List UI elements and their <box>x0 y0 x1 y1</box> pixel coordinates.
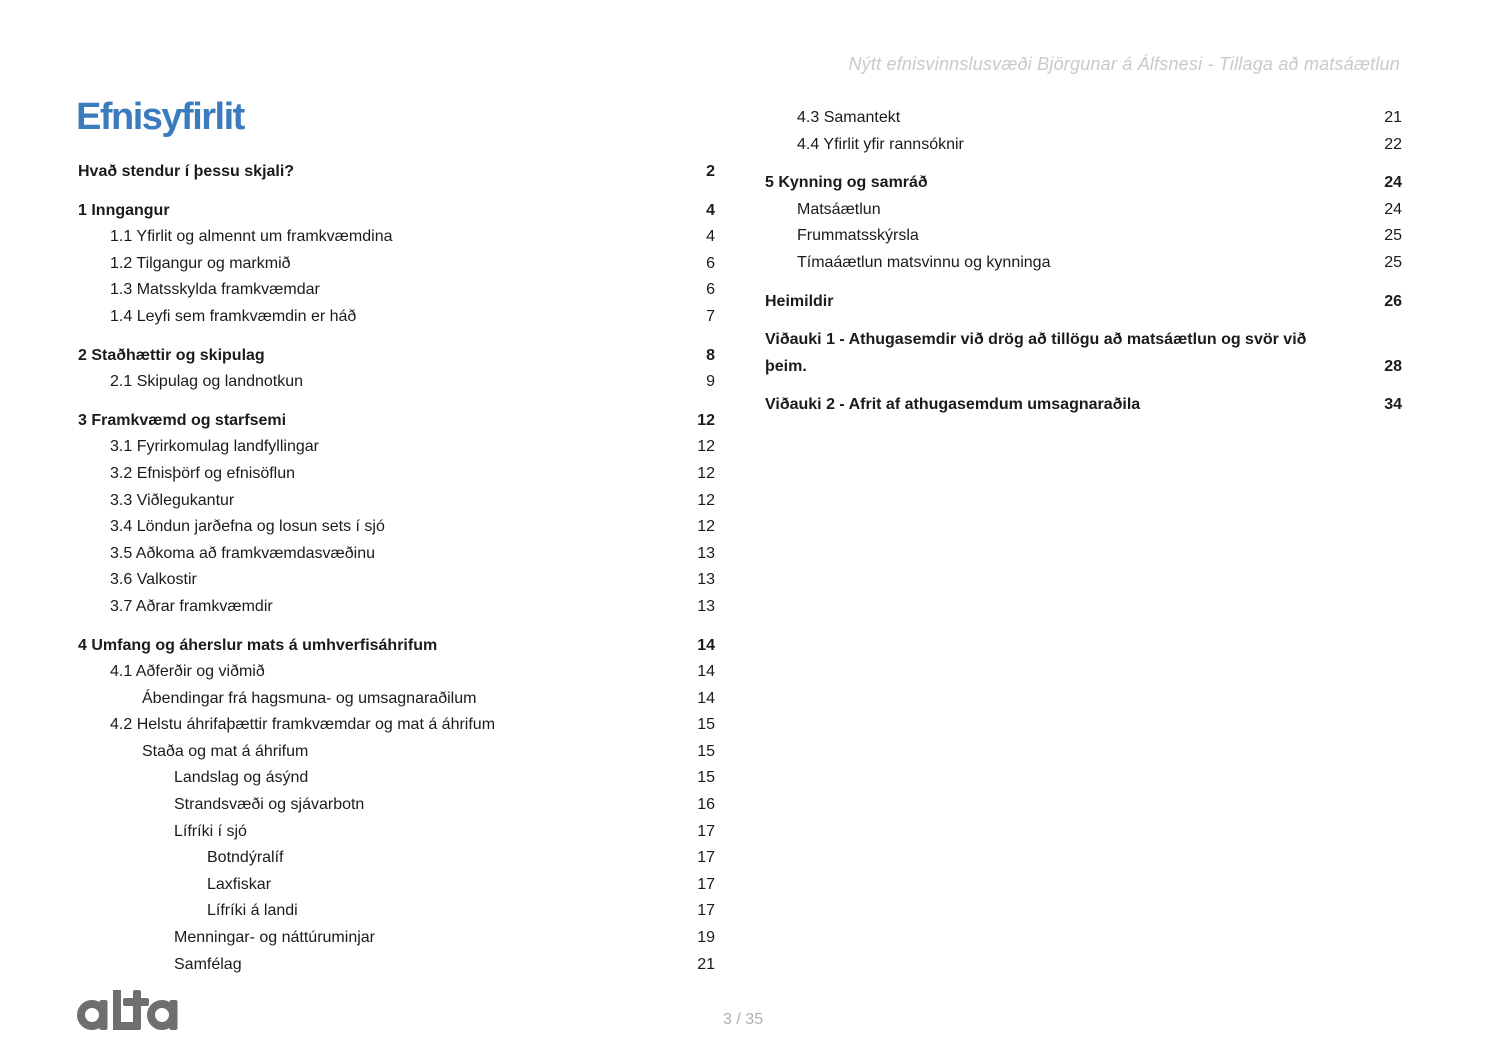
toc-entry-label: Viðauki 1 - Athugasemdir við drög að tillögu að matsáætlun og svör við þeim. <box>765 331 1307 375</box>
toc-entry-label: 4.3 Samantekt <box>797 109 901 126</box>
toc-entry[interactable] <box>78 304 715 331</box>
toc-entry-page: 14 <box>697 689 715 707</box>
toc-entry[interactable] <box>765 132 1402 159</box>
toc-entry[interactable] <box>78 369 715 396</box>
toc-entry-label: 2 Staðhættir og skipulag <box>78 346 265 364</box>
toc-entry-label: Hvað stendur í þessu skjali? <box>78 163 295 180</box>
toc-entry[interactable] <box>78 514 715 541</box>
toc-entry-label: 2.1 Skipulag og landnotkun <box>110 373 304 391</box>
toc-entry[interactable] <box>78 198 715 225</box>
toc-entry-label: Samfélag <box>174 955 242 973</box>
toc-entry[interactable] <box>78 488 715 515</box>
toc-entry-label: Laxfiskar <box>207 875 272 893</box>
toc-entry-page: 12 <box>697 438 715 456</box>
toc-entry-label: 4 Umfang og áherslur mats á umhverfisáhrifum <box>78 636 438 654</box>
toc-entry[interactable] <box>78 461 715 488</box>
toc-entry[interactable] <box>78 251 715 278</box>
toc-entry-page: 6 <box>706 254 715 272</box>
toc-entry-label: Staða og mat á áhrifum <box>142 742 309 760</box>
toc-entry-label: Botndýralíf <box>207 849 284 867</box>
toc-entry[interactable] <box>78 277 715 304</box>
toc-entry[interactable] <box>78 633 715 660</box>
toc-entry-page: 25 <box>1384 227 1402 245</box>
toc-entry-label: Heimildir <box>765 292 834 310</box>
toc-entry-label: Lífríki í sjó <box>174 822 247 840</box>
toc-entry-page: 16 <box>697 796 715 814</box>
toc-entry[interactable] <box>765 327 1402 380</box>
toc-entry-label: Menningar- og náttúruminjar <box>174 929 375 947</box>
toc-entry-page: 26 <box>1384 292 1402 310</box>
toc-entry-page: 6 <box>706 281 715 299</box>
toc-entry[interactable] <box>78 541 715 568</box>
toc-entry-label: Frummatsskýrsla <box>797 227 919 245</box>
toc-entry[interactable] <box>765 392 1402 419</box>
toc-entry-label: 4.2 Helstu áhrifaþættir framkvæmdar og mat á áhrifum <box>110 716 496 734</box>
toc-entry-label: 1 Inngangur <box>78 201 170 219</box>
toc-entry-label: 3.4 Löndun jarðefna og losun sets í sjó <box>110 518 385 536</box>
toc-entry-page: 28 <box>1384 357 1402 375</box>
toc-entry-page: 13 <box>697 571 715 589</box>
toc-entry-page: 7 <box>706 307 715 325</box>
toc-entry-label: 1.1 Yfirlit og almennt um framkvæmdina <box>110 228 393 246</box>
toc-entry-label: 3 Framkvæmd og starfsemi <box>78 411 287 429</box>
toc-entry[interactable] <box>78 408 715 435</box>
toc-entry-page: 9 <box>706 373 715 391</box>
toc-entry-page: 24 <box>1384 174 1402 192</box>
toc-entry[interactable] <box>765 250 1402 277</box>
toc-entry[interactable] <box>78 765 715 792</box>
toc-entry-label: 1.4 Leyfi sem framkvæmdin er háð <box>110 307 357 325</box>
toc-entry[interactable] <box>765 223 1402 250</box>
toc-entry-page: 2 <box>706 163 715 180</box>
toc-entry[interactable] <box>78 925 715 952</box>
toc-entry-page: 13 <box>697 597 715 615</box>
toc-entry[interactable] <box>78 659 715 686</box>
toc-entry[interactable] <box>78 686 715 713</box>
toc-entry-page: 14 <box>697 663 715 681</box>
toc-entry-page: 14 <box>697 636 715 654</box>
toc-entry-label: 3.5 Aðkoma að framkvæmdasvæðinu <box>110 544 376 562</box>
toc-entry-page: 12 <box>697 491 715 509</box>
toc-entry[interactable] <box>765 105 1402 132</box>
toc-entry[interactable] <box>78 224 715 251</box>
toc-entry-label: Lífríki á landi <box>207 902 298 920</box>
toc-entry[interactable] <box>78 739 715 766</box>
toc-entry[interactable] <box>78 898 715 925</box>
toc-entry-label: 3.3 Viðlegukantur <box>110 491 235 509</box>
toc-entry-label: 5 Kynning og samráð <box>765 174 928 192</box>
toc-entry-label: 3.7 Aðrar framkvæmdir <box>110 597 273 615</box>
toc-entry-label: Tímaáætlun matsvinnu og kynninga <box>797 253 1051 271</box>
toc-entry-label: 3.2 Efnisþörf og efnisöflun <box>110 464 296 482</box>
toc-entry[interactable] <box>765 170 1402 197</box>
toc-entry-page: 25 <box>1384 253 1402 271</box>
toc-entry-page: 21 <box>697 955 715 973</box>
toc-entry-label: Matsáætlun <box>797 200 881 218</box>
toc-entry-page: 19 <box>697 929 715 947</box>
toc-entry[interactable] <box>78 872 715 899</box>
toc-entry-label: 1.2 Tilgangur og markmið <box>110 254 291 272</box>
toc-entry-page: 22 <box>1384 135 1402 153</box>
toc-entry-page: 12 <box>697 464 715 482</box>
toc-entry-page: 12 <box>697 518 715 536</box>
toc-entry[interactable] <box>78 434 715 461</box>
toc-column-right <box>765 105 1402 419</box>
toc-entry-page: 34 <box>1384 396 1402 414</box>
toc-entry-page: 17 <box>697 822 715 840</box>
toc-entry-page: 17 <box>697 849 715 867</box>
toc-entry-page: 13 <box>697 544 715 562</box>
toc-entry-label: 3.6 Valkostir <box>110 571 197 589</box>
toc-entry-page: 24 <box>1384 200 1402 218</box>
page-number-indicator: 3 / 35 <box>722 1011 764 1028</box>
toc-entry-page: 17 <box>697 902 715 920</box>
toc-entry[interactable] <box>78 819 715 846</box>
toc-entry-label: Ábendingar frá hagsmuna- og umsagnaraðilum <box>142 689 477 707</box>
toc-entry-page: 8 <box>706 346 715 364</box>
toc-entry-label: 1.3 Matsskylda framkvæmdar <box>110 281 320 299</box>
toc-entry[interactable] <box>78 343 715 370</box>
toc-entry[interactable] <box>78 952 715 979</box>
toc-entry[interactable] <box>78 792 715 819</box>
toc-entry-page: 15 <box>697 742 715 760</box>
toc-entry[interactable] <box>765 197 1402 224</box>
toc-entry-page: 15 <box>697 716 715 734</box>
toc-entry-label: Viðauki 2 - Afrit af athugasemdum umsagnaraðila <box>765 396 1141 414</box>
toc-entry[interactable] <box>78 712 715 739</box>
toc-entry-page: 17 <box>697 875 715 893</box>
toc-entry-page: 21 <box>1384 109 1402 126</box>
toc-entry-label: 3.1 Fyrirkomulag landfyllingar <box>110 438 319 456</box>
toc-entry-label: Strandsvæði og sjávarbotn <box>174 796 365 814</box>
toc-entry[interactable] <box>78 567 715 594</box>
page-title: Efnisyfirlit <box>76 96 244 138</box>
toc-entry-page: 15 <box>697 769 715 787</box>
toc-entry[interactable] <box>78 159 715 186</box>
toc-entry-label: 4.1 Aðferðir og viðmið <box>110 663 265 681</box>
toc-entry-label: Landslag og ásýnd <box>174 769 309 787</box>
toc-entry-page: 12 <box>697 411 715 429</box>
toc-entry-page: 4 <box>706 228 715 246</box>
toc-entry[interactable] <box>765 289 1402 316</box>
toc-column-left <box>78 159 715 978</box>
running-header-title: Nýtt efnisvinnslusvæði Björgunar á Álfsnesi - Tillaga að matsáætlun <box>848 54 1400 74</box>
running-header <box>300 54 1400 75</box>
toc-entry-page: 4 <box>706 201 715 219</box>
toc-entry-label: 4.4 Yfirlit yfir rannsóknir <box>797 135 964 153</box>
toc-entry[interactable] <box>78 845 715 872</box>
toc-entry[interactable] <box>78 594 715 621</box>
